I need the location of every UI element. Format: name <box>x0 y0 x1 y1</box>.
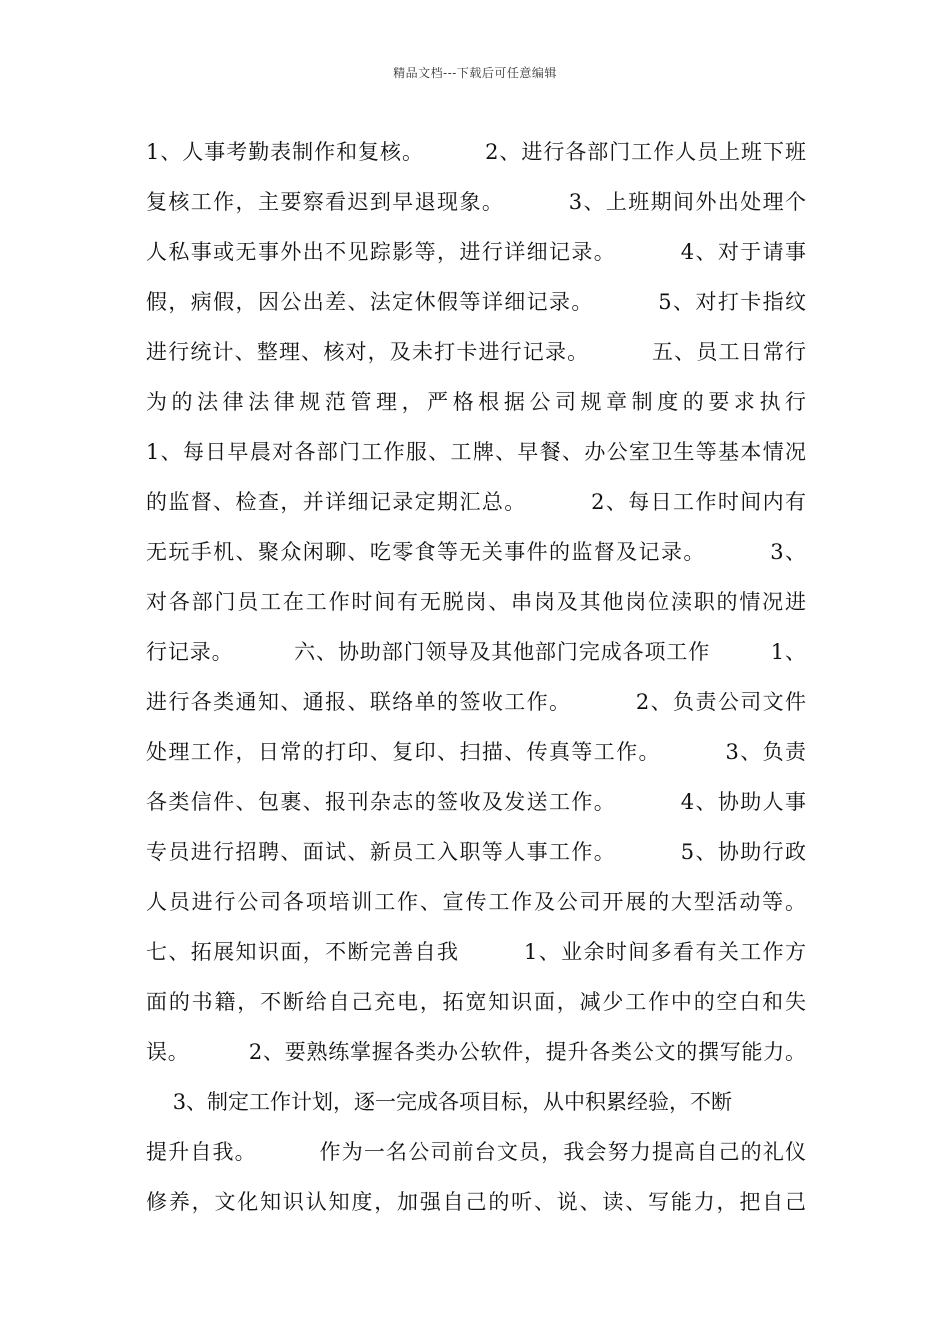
paragraph-line: 的监督、检查，并详细记录定期汇总。 2、每日工作时间内有 <box>146 490 806 514</box>
paragraph-line: 1、人事考勤表制作和复核。 2、进行各部门工作人员上班下班 <box>146 140 806 164</box>
paragraph-line: 人员进行公司各项培训工作、宣传工作及公司开展的大型活动等。 <box>146 890 806 914</box>
paragraph-line: 进行各类通知、通报、联络单的签收工作。 2、负责公司文件 <box>146 690 806 714</box>
paragraph-line: 专员进行招聘、面试、新员工入职等人事工作。 5、协助行政 <box>146 840 806 864</box>
paragraph-line: 提升自我。 作为一名公司前台文员，我会努力提高自己的礼仪 <box>146 1140 806 1164</box>
paragraph-line: 面的书籍，不断给自己充电，拓宽知识面，减少工作中的空白和失 <box>146 990 806 1014</box>
paragraph-line: 人私事或无事外出不见踪影等，进行详细记录。 4、对于请事 <box>146 240 806 264</box>
paragraph-line: 1、每日早晨对各部门工作服、工牌、早餐、办公室卫生等基本情况 <box>146 440 806 464</box>
paragraph-line: 进行统计、整理、核对，及未打卡进行记录。 五、员工日常行 <box>146 340 806 364</box>
paragraph-line: 误。 2、要熟练掌握各类办公软件，提升各类公文的撰写能力。 <box>146 1040 806 1064</box>
document-body <box>146 132 806 1232</box>
paragraph-line: 处理工作，日常的打印、复印、扫描、传真等工作。 3、负责 <box>146 740 806 764</box>
paragraph-line: 行记录。 六、协助部门领导及其他部门完成各项工作 1、 <box>146 640 806 664</box>
paragraph-line: 无玩手机、聚众闲聊、吃零食等无关事件的监督及记录。 3、 <box>146 540 806 564</box>
paragraph-line: 复核工作，主要察看迟到早退现象。 3、上班期间外出处理个 <box>146 190 806 214</box>
paragraph-line: 为的法律法律规范管理，严格根据公司规章制度的要求执行 <box>146 390 806 414</box>
paragraph-line: 七、拓展知识面，不断完善自我 1、业余时间多看有关工作方 <box>146 940 806 964</box>
paragraph-line: 假，病假，因公出差、法定休假等详细记录。 5、对打卡指纹 <box>146 290 806 314</box>
paragraph-line: 对各部门员工在工作时间有无脱岗、串岗及其他岗位渎职的情况进 <box>146 590 806 614</box>
paragraph-line: 修养，文化知识认知度，加强自己的听、说、读、写能力，把自己 <box>146 1190 806 1214</box>
page-header: 精品文档---下载后可任意编辑 <box>393 66 557 80</box>
paragraph-line: 各类信件、包裹、报刊杂志的签收及发送工作。 4、协助人事 <box>146 790 806 814</box>
paragraph-line: 3、制定工作计划，逐一完成各项目标，从中积累经验，不断 <box>146 1090 733 1114</box>
